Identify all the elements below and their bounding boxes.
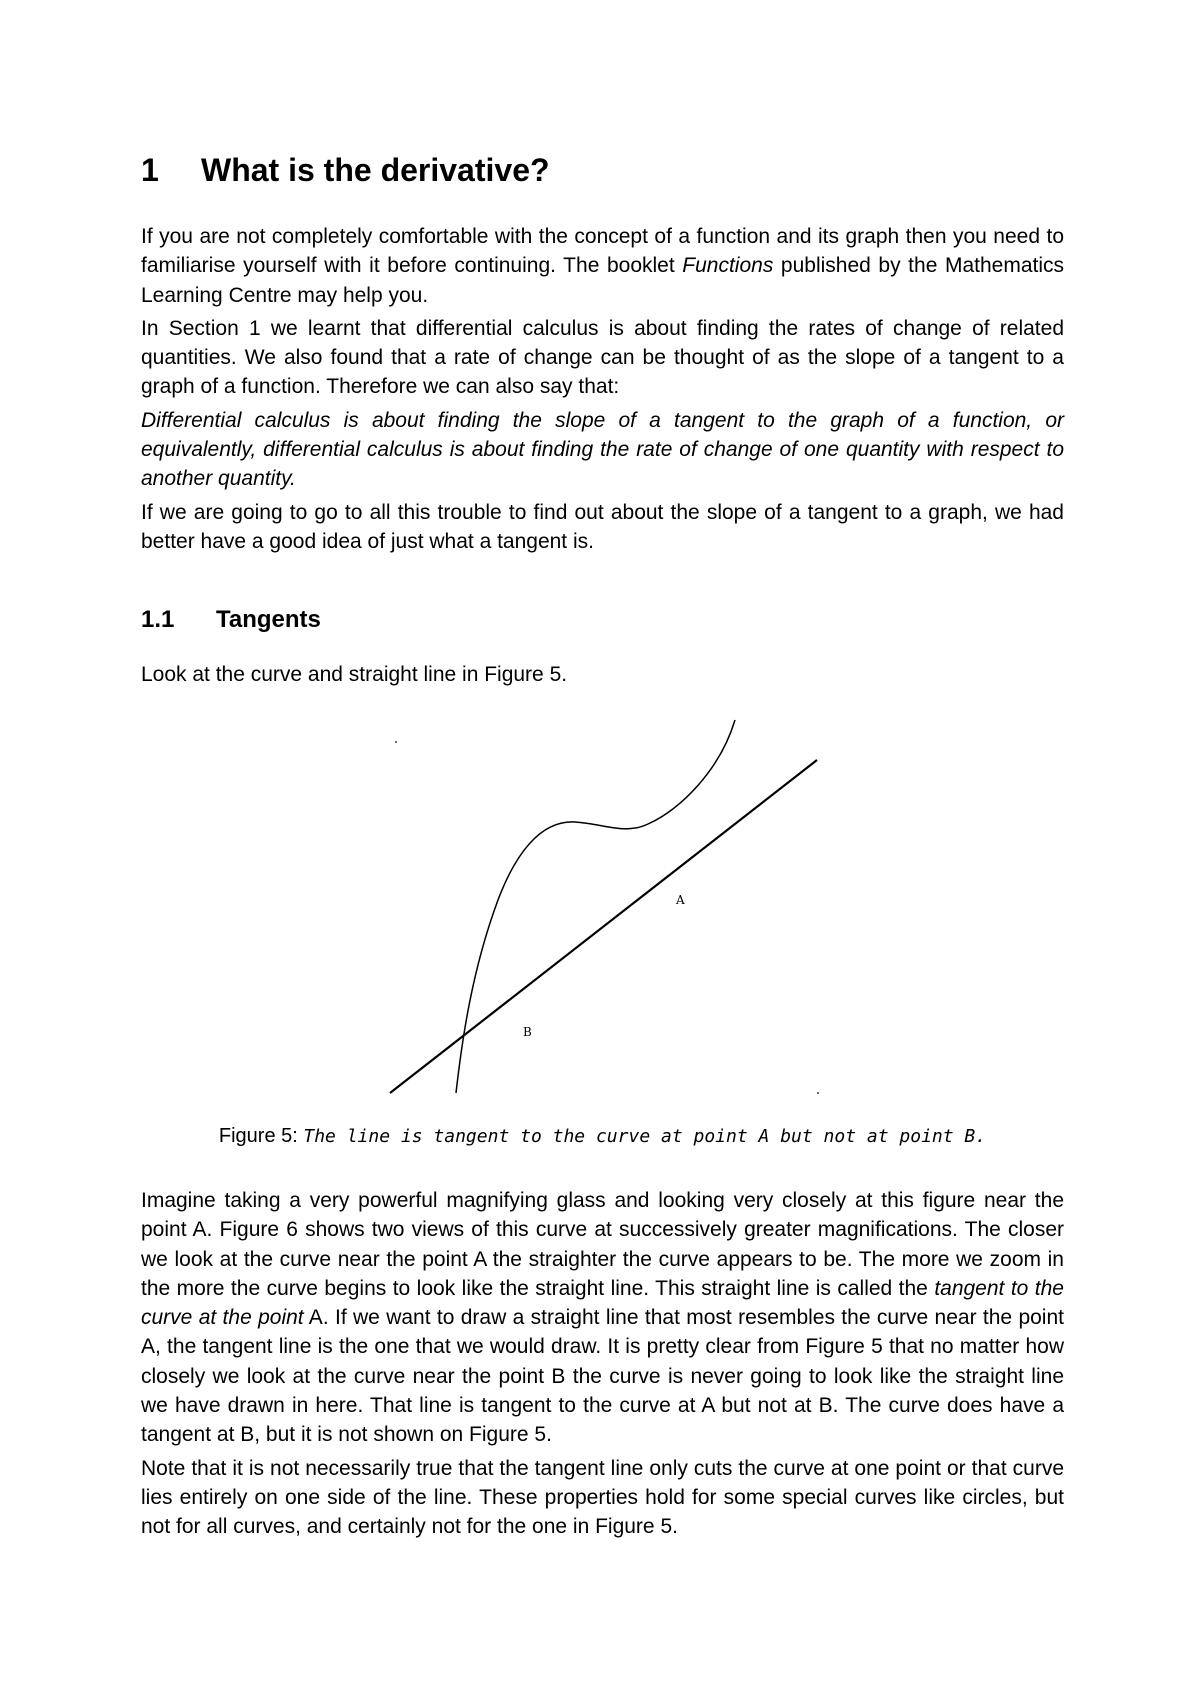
intro-paragraph-2: In Section 1 we learnt that differential calculus is about finding the rates of change of related quantities. We also found that a rate of change can be thought of as the slope of a tangent to a graph of a function. Therefore we can also say that: [141, 316, 1064, 399]
marker-dot [817, 1092, 819, 1094]
figure-caption-label: Figure 5: [218, 1125, 298, 1147]
figure-intro [141, 660, 1064, 689]
subsection-heading [141, 606, 321, 634]
definition-paragraph [141, 406, 1064, 494]
tangent-line [390, 760, 817, 1093]
figure-caption [141, 1125, 1064, 1148]
intro-p1-text: If you are not completely comfortable with the concept of a function and its graph then you need to familiarise yourself with it before continuing. The booklet [141, 225, 1064, 278]
body-paragraph-1 [141, 1186, 1064, 1450]
point-a-label: A [676, 893, 685, 907]
tangent-definition-term: tangent to the curve at the point [141, 1276, 1064, 1330]
body-p1-text-end: A. If we want to draw a straight line that most resembles the curve near the point A, the tangent line is the one that we would draw. It is pretty clear from Figure 5 that no matter how closely we look at the curve near the point B the curve is never going to look like the straight line we have drawn in here. That line is tangent to the curve at A but not at B. The curve does have a tangent at B, but it is not shown on Figure 5. [141, 1306, 1064, 1447]
body-paragraph-2: Note that it is not necessarily true that the tangent line only cuts the curve at one point or that curve lies entirely on one side of the line. These properties hold for some special curves like circles, but not for all curves, and certainly not for the one in Figure 5. [141, 1456, 1064, 1539]
section-number: 1 [141, 152, 159, 188]
intro-paragraph-4: If we are going to go to all this trouble to find out about the slope of a tangent to a graph, we had better have a good idea of just what a tangent is. [141, 500, 1064, 553]
section-heading [141, 152, 550, 189]
figure-caption-text: The line is tangent to the curve at point A but not at point B. [303, 1126, 987, 1147]
subsection-number: 1.1 [141, 606, 175, 633]
cubic-curve [456, 720, 735, 1093]
body-text [141, 1186, 1064, 1542]
body-p1-text: Imagine taking a very powerful magnifying glass and looking very closely at this figure near the point A. Figure 6 shows two views of this curve at successively greater magnifications. The closer we look at the curve near the point A the straighter the curve appears to be. The more we zoom in the more the curve begins to look like the straight line. This straight line is called the [141, 1189, 1064, 1300]
figure-intro-text: Look at the curve and straight line in Figure 5. [141, 663, 568, 686]
point-b-label: B [523, 1025, 532, 1039]
tangent-figure [380, 700, 850, 1110]
intro-text [141, 222, 1064, 556]
section-title: What is the derivative? [201, 152, 550, 188]
subsection-title: Tangents [216, 606, 321, 633]
intro-p1-text-end: published by the Mathematics Learning Centre may help you. [141, 254, 1065, 307]
definition-text: Differential calculus is about finding the slope of a tangent to the graph of a function, or equivalently, differential calculus is about finding the rate of change of one quantity with respect to another quantity. [141, 408, 1064, 491]
marker-dot [395, 741, 397, 743]
intro-paragraph-1 [141, 222, 1064, 310]
functions-booklet-title: Functions [682, 254, 774, 278]
